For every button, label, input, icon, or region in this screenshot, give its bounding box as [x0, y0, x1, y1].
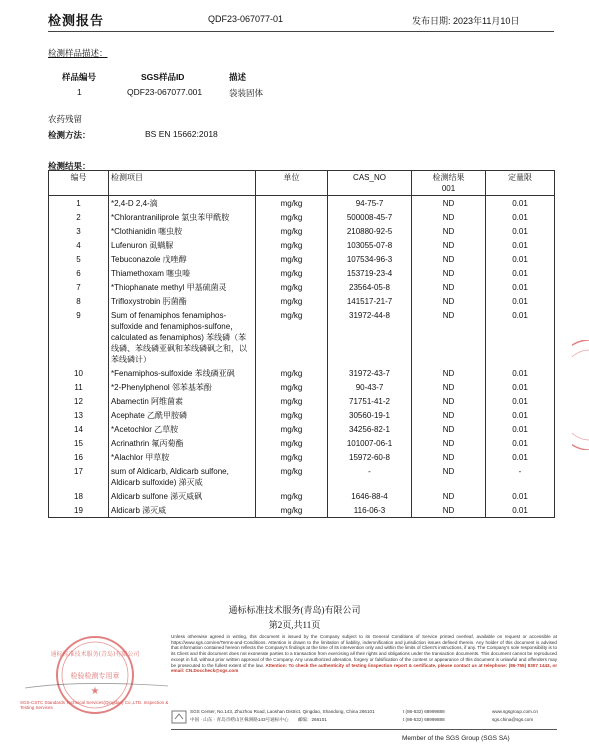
- sample-no: 1: [77, 87, 82, 97]
- col-header-no: 编号: [49, 171, 109, 196]
- loq-cell: 0.01: [486, 436, 555, 450]
- loq-cell: 0.01: [486, 238, 555, 252]
- result-cell: ND: [412, 408, 486, 422]
- result-cell: ND: [412, 308, 486, 366]
- col-header-unit: 单位: [256, 171, 328, 196]
- result-cell: ND: [412, 503, 486, 518]
- unit-cell: mg/kg: [256, 464, 328, 489]
- test-item-cell: *2,4-D 2,4-滴: [109, 196, 256, 211]
- test-item-cell: Acephate 乙酰甲胺磷: [109, 408, 256, 422]
- side-stamp-fragment: [572, 340, 589, 450]
- result-cell: ND: [412, 464, 486, 489]
- result-cell: ND: [412, 436, 486, 450]
- cas-no-cell: 116-06-3: [328, 503, 412, 518]
- loq-cell: 0.01: [486, 196, 555, 211]
- unit-cell: mg/kg: [256, 280, 328, 294]
- result-cell: ND: [412, 224, 486, 238]
- sample-header-id: SGS样品ID: [141, 72, 185, 82]
- loq-cell: 0.01: [486, 450, 555, 464]
- table-row: [49, 196, 555, 211]
- result-cell: ND: [412, 266, 486, 280]
- test-item-cell: Lufenuron 虱螨脲: [109, 238, 256, 252]
- result-cell: ND: [412, 252, 486, 266]
- sample-section-label: 检测样品描述：: [48, 48, 108, 58]
- table-row: [49, 366, 555, 380]
- col-header-item: 检测项目: [109, 171, 256, 196]
- result-cell: ND: [412, 489, 486, 503]
- cas-no-cell: 153719-23-4: [328, 266, 412, 280]
- unit-cell: mg/kg: [256, 238, 328, 252]
- cas-no-cell: 34256-82-1: [328, 422, 412, 436]
- col-header-cas: CAS_NO: [328, 171, 412, 196]
- cas-no-cell: 500008-45-7: [328, 210, 412, 224]
- row-no-cell: 19: [49, 503, 109, 518]
- table-row: [49, 489, 555, 503]
- stamp-english-text: SGS-CSTC Standards Technical Services(Qingdao) Co.,LTD. Inspection & Testing Services: [20, 700, 169, 710]
- result-cell: ND: [412, 294, 486, 308]
- address-english: SGS Center, No.143, Zhuzhou Road, Laoshan District, Qingdao, Shandong, China 266101: [190, 709, 375, 714]
- table-header-row: [49, 171, 555, 196]
- col-header-result: 检测结果 001: [412, 171, 486, 196]
- method-value: BS EN 15662:2018: [145, 129, 218, 139]
- table-row: [49, 422, 555, 436]
- table-row: [49, 266, 555, 280]
- cas-no-cell: 90-43-7: [328, 380, 412, 394]
- unit-cell: mg/kg: [256, 224, 328, 238]
- test-item-cell: *Alachlor 甲草胺: [109, 450, 256, 464]
- test-item-cell: *Fenamiphos-sulfoxide 苯线磷亚砜: [109, 366, 256, 380]
- sgs-logo-icon: [171, 709, 187, 725]
- unit-cell: mg/kg: [256, 380, 328, 394]
- authenticity-notice: Attention: To check the authenticity of testing /inspection report & certificate, please contact us at telephone: (86-755) 8307 1443, or email: CN.Doccheck@sgs.com: [171, 662, 557, 674]
- test-item-cell: Sum of fenamiphos fenamiphos-sulfoxide and fenamiphos-sulfone，calculated as fenamiphos) 苯线磷（苯线磷、苯线磷亚砜和苯线磷砜之和，以苯线磷计）: [109, 308, 256, 366]
- unit-cell: mg/kg: [256, 210, 328, 224]
- row-no-cell: 3: [49, 224, 109, 238]
- loq-cell: 0.01: [486, 266, 555, 280]
- loq-cell: 0.01: [486, 408, 555, 422]
- result-cell: ND: [412, 450, 486, 464]
- row-no-cell: 13: [49, 408, 109, 422]
- table-row: [49, 238, 555, 252]
- cas-no-cell: 141517-21-7: [328, 294, 412, 308]
- unit-cell: mg/kg: [256, 408, 328, 422]
- table-row: [49, 503, 555, 518]
- unit-cell: mg/kg: [256, 252, 328, 266]
- row-no-cell: 11: [49, 380, 109, 394]
- cas-no-cell: 94-75-7: [328, 196, 412, 211]
- telephone-2: t (86-532) 68999888: [403, 717, 445, 722]
- row-no-cell: 12: [49, 394, 109, 408]
- loq-cell: 0.01: [486, 503, 555, 518]
- unit-cell: mg/kg: [256, 450, 328, 464]
- loq-cell: 0.01: [486, 224, 555, 238]
- unit-cell: mg/kg: [256, 366, 328, 380]
- test-item-cell: sum of Aldicarb, Aldicarb sulfone, Aldicarb sulfoxide) 涕灭威: [109, 464, 256, 489]
- footer-divider: [171, 729, 557, 730]
- stamp-center-text: 检验检测专用章: [70, 672, 120, 680]
- sample-header-row: [0, 71, 589, 85]
- table-row: [49, 252, 555, 266]
- row-no-cell: 16: [49, 450, 109, 464]
- row-no-cell: 1: [49, 196, 109, 211]
- unit-cell: mg/kg: [256, 422, 328, 436]
- cas-no-cell: 1646-88-4: [328, 489, 412, 503]
- sample-id: QDF23-067077.001: [127, 87, 203, 97]
- test-item-cell: *Clothianidin 噻虫胺: [109, 224, 256, 238]
- table-row: [49, 294, 555, 308]
- results-label: 检测结果：: [48, 161, 91, 171]
- result-cell: ND: [412, 196, 486, 211]
- test-item-cell: Abamectin 阿维菌素: [109, 394, 256, 408]
- cas-no-cell: -: [328, 464, 412, 489]
- result-cell: ND: [412, 280, 486, 294]
- test-item-cell: *Thiophanate methyl 甲基硫菌灵: [109, 280, 256, 294]
- test-item-cell: Aldicarb sulfone 涕灭威砜: [109, 489, 256, 503]
- table-row: [49, 280, 555, 294]
- sample-header-no: 样品编号: [62, 72, 97, 82]
- loq-cell: 0.01: [486, 489, 555, 503]
- telephone-1: t (86-532) 68999888: [403, 709, 445, 714]
- row-no-cell: 17: [49, 464, 109, 489]
- table-row: [49, 394, 555, 408]
- cas-no-cell: 71751-41-2: [328, 394, 412, 408]
- sample-header-desc: 描述: [229, 72, 247, 82]
- loq-cell: 0.01: [486, 394, 555, 408]
- stamp-name: 通标标准技术服务(青岛)有限公司: [50, 651, 140, 658]
- result-cell: ND: [412, 394, 486, 408]
- disclaimer: [171, 634, 557, 674]
- results-table: [48, 170, 555, 518]
- test-item-cell: Tebuconazole 戊唑醇: [109, 252, 256, 266]
- loq-cell: 0.01: [486, 422, 555, 436]
- sample-desc: 袋装固体: [229, 88, 264, 98]
- page-number: 第2页,共11页: [268, 620, 321, 630]
- table-row: [49, 224, 555, 238]
- star-icon: ★: [90, 686, 100, 697]
- cas-no-cell: 31972-43-7: [328, 366, 412, 380]
- loq-cell: 0.01: [486, 210, 555, 224]
- unit-cell: mg/kg: [256, 436, 328, 450]
- row-no-cell: 5: [49, 252, 109, 266]
- cas-no-cell: 103055-07-8: [328, 238, 412, 252]
- company-name: 通标标准技术服务(青岛)有限公司: [228, 605, 361, 615]
- report-title: 检测报告: [48, 13, 105, 28]
- test-category: 农药残留: [48, 114, 83, 124]
- row-no-cell: 9: [49, 308, 109, 366]
- cas-no-cell: 23564-05-8: [328, 280, 412, 294]
- unit-cell: mg/kg: [256, 489, 328, 503]
- unit-cell: mg/kg: [256, 294, 328, 308]
- loq-cell: 0.01: [486, 366, 555, 380]
- cas-no-cell: 107534-96-3: [328, 252, 412, 266]
- loq-cell: 0.01: [486, 280, 555, 294]
- table-row: [49, 210, 555, 224]
- disclaimer-text: Unless otherwise agreed in writing, this document is issued by the Company subject to its General Conditions of Service printed overleaf, available on request or accessible at https://www.sgs.com/en/Terms-and-Conditions. Attention is drawn to the limitation of liability, indemnification and jurisdiction issues defined therein. Any holder of this document is advised that information contained hereon reflects the Company's findings at the time of its intervention only and within the limits of Client's instructions, if any. The Company's sole responsibility is to its Client and this document does not exonerate parties to a transaction from exercising all their rights and obligations under the transaction documents. This document cannot be reproduced except in full, without prior written approval of the Company. Any unauthorized alteration, forgery or falsification of the content or appearance of this document is unlawful and offenders may be prosecuted to the fullest extent of the law.: [171, 634, 557, 668]
- method-label: 检测方法：: [48, 130, 91, 140]
- test-item-cell: *Acetochlor 乙草胺: [109, 422, 256, 436]
- row-no-cell: 8: [49, 294, 109, 308]
- table-row: [49, 450, 555, 464]
- row-no-cell: 15: [49, 436, 109, 450]
- col-header-loq: 定量限: [486, 171, 555, 196]
- row-no-cell: 6: [49, 266, 109, 280]
- sgs-member-note: Member of the SGS Group (SGS SA): [402, 735, 510, 742]
- row-no-cell: 4: [49, 238, 109, 252]
- test-item-cell: Acrinathrin 氟丙菊酯: [109, 436, 256, 450]
- issue-date: 发布日期: 2023年11月10日: [412, 16, 520, 26]
- email-link[interactable]: sgs.china@sgs.com: [492, 717, 534, 722]
- cas-no-cell: 210880-92-5: [328, 224, 412, 238]
- cas-no-cell: 15972-60-8: [328, 450, 412, 464]
- loq-cell: 0.01: [486, 252, 555, 266]
- header-divider: [48, 31, 554, 32]
- unit-cell: mg/kg: [256, 394, 328, 408]
- result-cell: ND: [412, 422, 486, 436]
- unit-cell: mg/kg: [256, 308, 328, 366]
- result-cell: ND: [412, 380, 486, 394]
- row-no-cell: 10: [49, 366, 109, 380]
- address-chinese: 中国 · 山东 · 青岛市崂山区株洲路143号通标中心 邮编：266101: [190, 717, 327, 722]
- website-link[interactable]: www.sgsgroup.com.cn: [492, 709, 538, 714]
- table-row: [49, 308, 555, 366]
- table-row: [49, 464, 555, 489]
- table-row: [49, 408, 555, 422]
- loq-cell: 0.01: [486, 294, 555, 308]
- result-cell: ND: [412, 238, 486, 252]
- table-row: [49, 380, 555, 394]
- row-no-cell: 14: [49, 422, 109, 436]
- result-cell: ND: [412, 366, 486, 380]
- table-row: [49, 436, 555, 450]
- cas-no-cell: 30560-19-1: [328, 408, 412, 422]
- cas-no-cell: 31972-44-8: [328, 308, 412, 366]
- loq-cell: 0.01: [486, 380, 555, 394]
- unit-cell: mg/kg: [256, 196, 328, 211]
- test-item-cell: Thiamethoxam 噻虫嗪: [109, 266, 256, 280]
- test-item-cell: *Chlorantraniliprole 氯虫苯甲酰胺: [109, 210, 256, 224]
- result-cell: ND: [412, 210, 486, 224]
- sample-row: [0, 87, 589, 101]
- unit-cell: mg/kg: [256, 503, 328, 518]
- table-body: [49, 196, 555, 518]
- test-item-cell: Aldicarb 涕灭威: [109, 503, 256, 518]
- loq-cell: 0.01: [486, 308, 555, 366]
- row-no-cell: 18: [49, 489, 109, 503]
- test-item-cell: *2-Phenylphenol 邻苯基苯酚: [109, 380, 256, 394]
- cas-no-cell: 101007-06-1: [328, 436, 412, 450]
- loq-cell: -: [486, 464, 555, 489]
- row-no-cell: 2: [49, 210, 109, 224]
- report-number: QDF23-067077-01: [208, 14, 284, 24]
- test-item-cell: Trifloxystrobin 肟菌酯: [109, 294, 256, 308]
- unit-cell: mg/kg: [256, 266, 328, 280]
- row-no-cell: 7: [49, 280, 109, 294]
